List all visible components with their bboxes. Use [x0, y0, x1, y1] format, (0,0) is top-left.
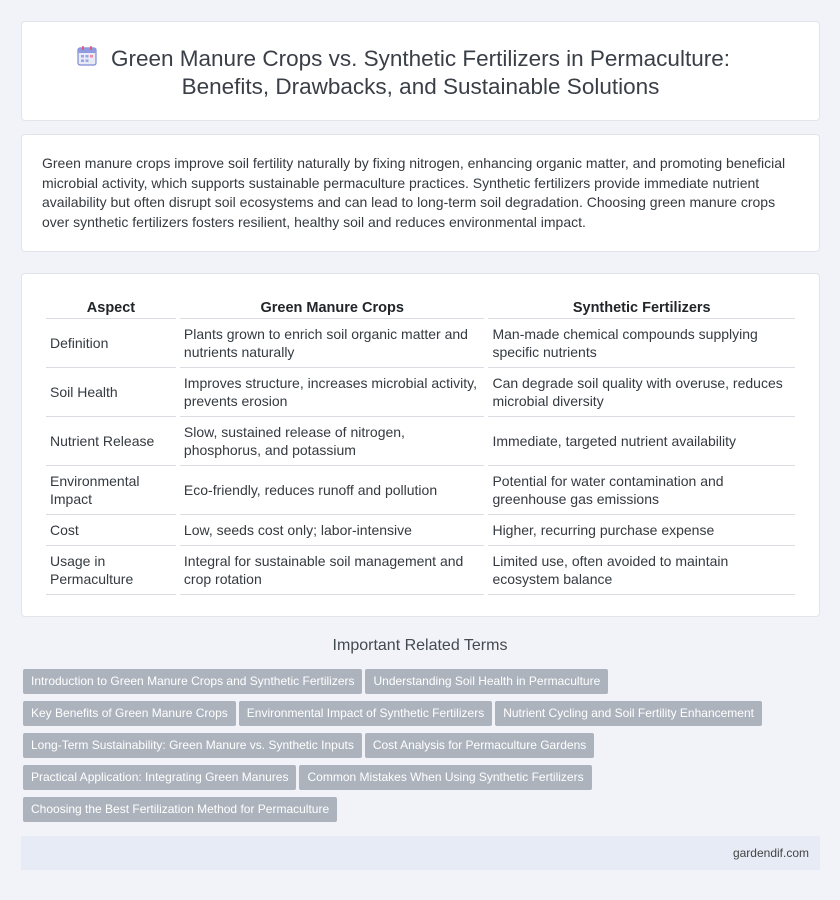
table-cell: Immediate, targeted nutrient availability	[488, 417, 795, 466]
column-header-aspect: Aspect	[46, 297, 176, 319]
table-row	[46, 515, 795, 546]
table-cell: Nutrient Release	[46, 417, 176, 466]
column-header-synthetic: Synthetic Fertilizers	[488, 297, 795, 319]
footer	[21, 836, 820, 870]
intro-card	[21, 134, 820, 252]
related-term-tag[interactable]: Understanding Soil Health in Permaculture	[365, 669, 608, 694]
table-cell: Definition	[46, 319, 176, 368]
page-title-line-2: Benefits, Drawbacks, and Sustainable Solutions	[181, 74, 660, 99]
comparison-table	[42, 297, 799, 595]
column-header-green-manure: Green Manure Crops	[180, 297, 485, 319]
table-cell: Usage in Permaculture	[46, 546, 176, 595]
page-title	[111, 45, 730, 101]
table-cell: Environmental Impact	[46, 466, 176, 515]
table-cell: Eco-friendly, reduces runoff and pollution	[180, 466, 485, 515]
related-term-tag[interactable]: Cost Analysis for Permaculture Gardens	[365, 733, 594, 758]
table-cell: Low, seeds cost only; labor-intensive	[180, 515, 485, 546]
table-cell: Soil Health	[46, 368, 176, 417]
table-cell: Integral for sustainable soil management and crop rotation	[180, 546, 485, 595]
related-term-tag[interactable]: Common Mistakes When Using Synthetic Fertilizers	[299, 765, 591, 790]
table-row	[46, 466, 795, 515]
table-row	[46, 417, 795, 466]
table-header-row	[46, 297, 795, 319]
related-term-tag[interactable]: Long-Term Sustainability: Green Manure vs. Synthetic Inputs	[23, 733, 362, 758]
table-cell: Higher, recurring purchase expense	[488, 515, 795, 546]
related-terms-heading: Important Related Terms	[332, 637, 508, 654]
table-cell: Slow, sustained release of nitrogen, phosphorus, and potassium	[180, 417, 485, 466]
footer-site-link[interactable]: gardendif.com	[732, 846, 809, 860]
related-terms-list	[23, 669, 813, 829]
table-cell: Plants grown to enrich soil organic matter and nutrients naturally	[180, 319, 485, 368]
related-term-tag[interactable]: Key Benefits of Green Manure Crops	[23, 701, 236, 726]
header-card	[21, 21, 820, 121]
related-term-tag[interactable]: Introduction to Green Manure Crops and Synthetic Fertilizers	[23, 669, 362, 694]
table-cell: Can degrade soil quality with overuse, reduces microbial diversity	[488, 368, 795, 417]
related-term-tag[interactable]: Choosing the Best Fertilization Method for Permaculture	[23, 797, 337, 822]
table-row	[46, 368, 795, 417]
table-row	[46, 319, 795, 368]
table-cell: Man-made chemical compounds supplying specific nutrients	[488, 319, 795, 368]
table-cell: Cost	[46, 515, 176, 546]
table-cell: Potential for water contamination and greenhouse gas emissions	[488, 466, 795, 515]
table-cell: Improves structure, increases microbial activity, prevents erosion	[180, 368, 485, 417]
page-title-line-1: Green Manure Crops vs. Synthetic Fertilizers in Permaculture:	[111, 46, 730, 71]
comparison-table-card	[21, 273, 820, 617]
related-term-tag[interactable]: Environmental Impact of Synthetic Fertilizers	[239, 701, 492, 726]
table-row	[46, 546, 795, 595]
intro-paragraph: Green manure crops improve soil fertility naturally by fixing nitrogen, enhancing organic matter, and promoting beneficial microbial activity, which supports sustainable permaculture practices. Synthetic fertilizers provide immediate nutrient availability but often disrupt soil ecosystems and can lead to long-term soil degradation. Choosing green manure crops over synthetic fertilizers fosters resilient, healthy soil and reduces environmental impact.	[42, 155, 786, 230]
table-cell: Limited use, often avoided to maintain ecosystem balance	[488, 546, 795, 595]
related-term-tag[interactable]: Practical Application: Integrating Green Manures	[23, 765, 296, 790]
related-term-tag[interactable]: Nutrient Cycling and Soil Fertility Enhancement	[495, 701, 762, 726]
